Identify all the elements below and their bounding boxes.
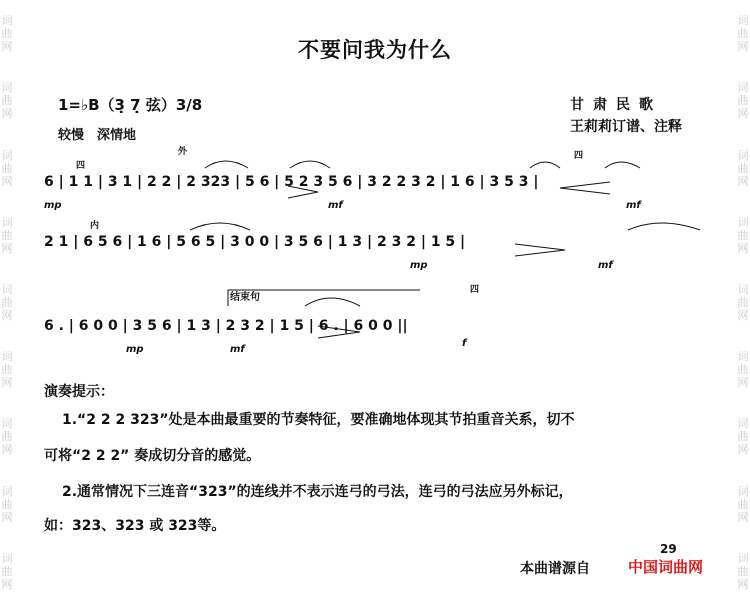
notes-heading: 演奏提示：	[44, 384, 114, 400]
key-signature: 1=♭B（3̣ 7̣ 弦）3/8	[58, 96, 203, 114]
fingering-mark: 外	[178, 147, 188, 157]
slur	[190, 223, 250, 230]
watermark-text: 词 曲 网	[1, 551, 13, 591]
dynamic-mark: mp	[44, 200, 62, 211]
page-number: 29	[660, 542, 677, 556]
notes-item-2-cont: 如：323、323 或 323等。	[44, 518, 226, 534]
notes-item-2: 2.通常情况下三连音“323”的连线并不表示连弓的弓法，连弓的弓法应另外标记，	[62, 484, 573, 500]
footer-text: 本曲谱源自	[520, 561, 590, 577]
dynamic-mark: f	[462, 338, 467, 349]
notes-text: 1.“2	[62, 412, 97, 428]
fingering-mark: 四	[470, 285, 480, 295]
notes-item-1-cont	[44, 445, 260, 465]
watermark-text: 词 曲 网	[1, 282, 13, 322]
hairpin	[515, 244, 565, 256]
notes-text: 2	[100, 412, 111, 428]
slur	[305, 298, 360, 306]
arranger-credit: 王莉莉订谱、注释	[570, 119, 682, 135]
notes-item-1	[62, 409, 575, 429]
score-row-3: 6 . | 6 0 0 | 3 5 6 | 1 3 | 2 3 2 | 1 5 | 6 . | 6 0 0 ||	[44, 318, 408, 334]
slur	[628, 223, 700, 230]
watermark-text: 词 曲 网	[737, 484, 749, 524]
watermark-text: 词 曲 网	[737, 282, 749, 322]
watermark-text: 词 曲 网	[737, 81, 749, 121]
watermark-text: 词 曲 网	[1, 81, 13, 121]
notes-text: 2 323”处是本曲最重要的节奏特征，要准确地体现其节拍重音关系，切不	[115, 412, 575, 428]
watermark-text: 词 曲 网	[1, 417, 13, 457]
tempo-marking: 较慢 深情地	[58, 128, 137, 143]
watermark-text: 词 曲 网	[737, 14, 749, 54]
dynamic-mark: mf	[626, 200, 641, 211]
watermark-text: 词 曲 网	[737, 148, 749, 188]
watermark-text: 词 曲 网	[1, 215, 13, 255]
song-source: 甘肃民歌	[570, 97, 662, 113]
watermark-text: 词 曲 网	[1, 148, 13, 188]
dynamic-mark: mp	[126, 344, 144, 355]
watermark-text: 词 曲 网	[737, 350, 749, 390]
dynamic-mark: mf	[328, 200, 343, 211]
footer-site-link[interactable]: 中国词曲网	[628, 558, 704, 576]
ending-label: 结束句	[230, 292, 260, 303]
fingering-mark: 四	[76, 161, 86, 171]
watermark-text: 词 曲 网	[1, 350, 13, 390]
watermark-text: 词 曲 网	[737, 215, 749, 255]
watermark-text: 词 曲 网	[1, 14, 13, 54]
watermark-text: 词 曲 网	[737, 551, 749, 591]
watermark-text: 词 曲 网	[1, 484, 13, 524]
page-title: 不要问我为什么	[298, 38, 452, 62]
music-score	[0, 140, 750, 365]
notes-text: 可将“2 2	[44, 448, 106, 464]
fingering-mark: 四	[574, 151, 584, 161]
score-row-1: 6 | 1 1 | 3 1 | 2 2 | 2 323 | 5 6 | 5 2 3 5 6 | 3 2 2 3 2 | 1 6 | 3 5 3 |	[44, 174, 539, 190]
slur	[290, 161, 330, 168]
slur	[605, 162, 640, 168]
dynamic-mark: mp	[410, 260, 428, 271]
hairpin	[560, 182, 610, 194]
dynamic-mark: mf	[598, 260, 613, 271]
dynamic-mark: mf	[230, 344, 245, 355]
slur	[205, 161, 248, 168]
fingering-mark: 内	[90, 221, 100, 231]
score-row-2: 2 1 | 6 5 6 | 1 6 | 5 6 5 | 3 0 0 | 3 5 6 | 1 3 | 2 3 2 | 1 5 |	[44, 234, 466, 250]
notes-text: 2” 奏成切分音的感觉。	[110, 448, 261, 464]
watermark-text: 词 曲 网	[737, 417, 749, 457]
slur	[530, 162, 560, 168]
